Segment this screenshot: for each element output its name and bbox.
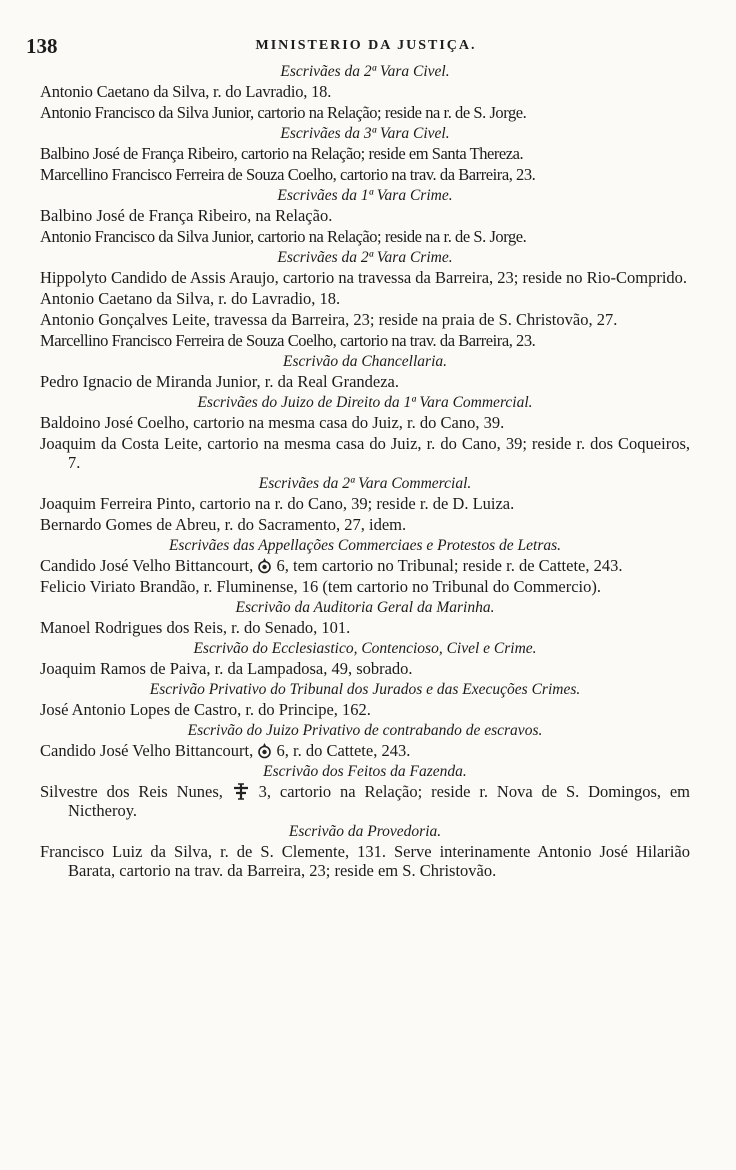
section-tribunal-jurados	[40, 680, 690, 719]
list-item: Balbino José de França Ribeiro, na Relação.	[40, 206, 333, 225]
section-chancellaria	[40, 352, 690, 391]
list-item: Antonio Francisco da Silva Junior, cartorio na Relação; reside na r. de S. Jorge.	[40, 103, 527, 122]
directory-listing	[40, 62, 690, 882]
section-3a-vara-civel	[40, 124, 690, 184]
section-provedoria	[40, 822, 690, 880]
list-item: Pedro Ignacio de Miranda Junior, r. da Real Grandeza.	[40, 372, 400, 391]
list-item	[40, 741, 690, 760]
list-item	[40, 782, 690, 820]
list-item: Joaquim Ramos de Paiva, r. da Lampadosa, 49, sobrado.	[40, 659, 413, 678]
section-2a-vara-crime	[40, 248, 690, 350]
entry-text: 6, tem cartorio no Tribunal; reside r. de Cattete, 243.	[276, 556, 623, 575]
list-item: Baldoino José Coelho, cartorio na mesma casa do Juiz, r. do Cano, 39.	[40, 413, 505, 432]
section-title: Escrivães da 2ª Vara Commercial.	[258, 475, 472, 492]
section-title: Escrivães da 2ª Vara Civel.	[280, 63, 450, 80]
section-title: Escrivães da 3ª Vara Civel.	[280, 125, 450, 142]
order-of-christ-cross-icon	[232, 783, 250, 800]
section-1a-vara-crime	[40, 186, 690, 246]
section-2a-vara-civel	[40, 62, 690, 122]
list-item: Antonio Caetano da Silva, r. do Lavradio, 18.	[40, 289, 341, 308]
list-item: Joaquim da Costa Leite, cartorio na mesma casa do Juiz, r. do Cano, 39; reside r. dos Coqueiros, 7.	[40, 434, 690, 472]
section-title: Escrivão do Ecclesiastico, Contencioso, Civel e Crime.	[193, 640, 537, 657]
section-feitos-fazenda	[40, 762, 690, 820]
section-title: Escrivães da 1ª Vara Crime.	[277, 187, 453, 204]
section-contrabando-escravos	[40, 721, 690, 760]
section-title: Escrivão da Auditoria Geral da Marinha.	[235, 599, 495, 616]
list-item: Marcellino Francisco Ferreira de Souza Coelho, cartorio na trav. da Barreira, 23.	[40, 165, 536, 184]
list-item: Manoel Rodrigues dos Reis, r. do Senado, 101.	[40, 618, 351, 637]
list-item: Joaquim Ferreira Pinto, cartorio na r. do Cano, 39; reside r. de D. Luiza.	[40, 494, 515, 513]
list-item: Antonio Caetano da Silva, r. do Lavradio, 18.	[40, 82, 332, 101]
section-title: Escrivão Privativo do Tribunal dos Jurados e das Execuções Crimes.	[149, 681, 581, 698]
section-title: Escrivães das Appellações Commerciaes e Protestos de Letras.	[168, 537, 562, 554]
entry-text: Candido José Velho Bittancourt,	[40, 741, 254, 760]
running-title: MINISTERIO DA JUSTIÇA.	[255, 38, 477, 53]
page-number: 138	[26, 34, 58, 58]
entry-text: 6, r. do Cattete, 243.	[276, 741, 411, 760]
list-item: Balbino José de França Ribeiro, cartorio na Relação; reside em Santa Thereza.	[40, 144, 524, 163]
section-appellacoes-commerciaes	[40, 536, 690, 596]
page-header	[26, 34, 706, 58]
list-item: Marcellino Francisco Ferreira de Souza Coelho, cartorio na trav. da Barreira, 23.	[40, 331, 536, 350]
section-title: Escrivães da 2ª Vara Crime.	[277, 249, 453, 266]
entry-text: Silvestre dos Reis Nunes,	[40, 782, 223, 801]
list-item: Bernardo Gomes de Abreu, r. do Sacramento, 27, idem.	[40, 515, 407, 534]
order-of-rose-emblem-icon	[257, 557, 272, 574]
list-item: Hippolyto Candido de Assis Araujo, cartorio na travessa da Barreira, 23; reside no Rio-Comprido.	[40, 268, 688, 287]
section-auditoria-marinha	[40, 598, 690, 637]
section-ecclesiastico	[40, 639, 690, 678]
list-item: Francisco Luiz da Silva, r. de S. Clemente, 131. Serve interinamente Antonio José Hilarião Barata, cartorio na trav. da Barreira, 23; reside em S. Christovão.	[40, 842, 690, 880]
section-title: Escrivão da Chancellaria.	[282, 353, 448, 370]
section-title: Escrivão da Provedoria.	[288, 823, 442, 840]
list-item: Antonio Gonçalves Leite, travessa da Barreira, 23; reside na praia de S. Christovão, 27.	[40, 310, 618, 329]
list-item: Felicio Viriato Brandão, r. Fluminense, 16 (tem cartorio no Tribunal do Commercio).	[40, 577, 601, 596]
order-of-rose-emblem-icon	[257, 742, 272, 759]
section-2a-vara-commercial	[40, 474, 690, 534]
section-1a-vara-commercial	[40, 393, 690, 472]
section-title: Escrivão do Juizo Privativo de contrabando de escravos.	[187, 722, 543, 739]
list-item: José Antonio Lopes de Castro, r. do Principe, 162.	[40, 700, 371, 719]
entry-text: 3, cartorio na Relação; reside r. Nova de S. Domingos, em Nictheroy.	[68, 782, 691, 820]
list-item	[40, 556, 690, 575]
section-title: Escrivão dos Feitos da Fazenda.	[263, 763, 467, 780]
entry-text: Candido José Velho Bittancourt,	[40, 556, 254, 575]
section-title: Escrivães do Juizo de Direito da 1ª Vara Commercial.	[197, 394, 533, 411]
list-item: Antonio Francisco da Silva Junior, cartorio na Relação; reside na r. de S. Jorge.	[40, 227, 527, 246]
